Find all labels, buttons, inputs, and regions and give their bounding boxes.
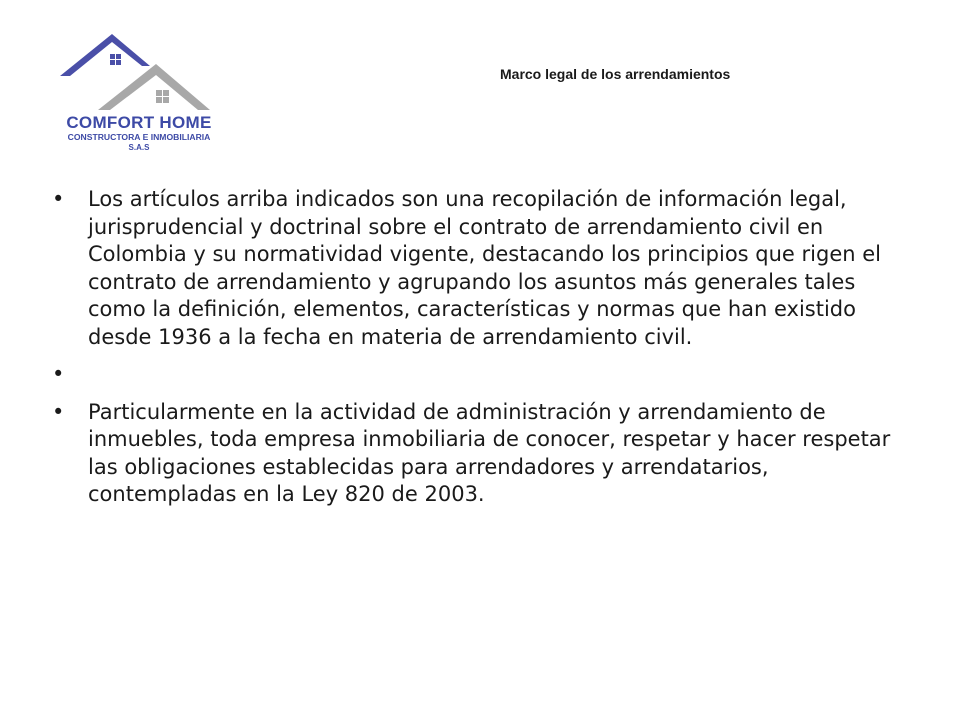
blue-roof — [60, 34, 150, 76]
bullet-list — [52, 186, 892, 509]
logo-brand-suffix: S.A.S — [128, 143, 150, 152]
bullet-icon: • — [52, 399, 65, 424]
bullet-item — [52, 399, 892, 509]
bullet-item — [52, 186, 892, 351]
slide-content — [52, 186, 892, 519]
company-logo — [52, 30, 232, 156]
bullet-item-empty — [52, 361, 892, 389]
slide-title: Marco legal de los arrendamientos — [500, 66, 731, 82]
logo-brand-subtitle: CONSTRUCTORA E INMOBILIARIA — [67, 132, 211, 142]
logo-house-icon — [52, 30, 232, 156]
bullet-text: Los artículos arriba indicados son una recopilación de información legal, jurisprudencial y doctrinal sobre el contrato de arrendamiento civil en Colombia y su normatividad vigente, destacando los principios que rigen el contrato de arrendamiento y agrupando los asuntos más generales tales como la definición, elementos, características y normas que han existido desde 1936 a la fecha en materia de arrendamiento civil. — [88, 187, 881, 349]
logo-brand-name: COMFORT HOME — [66, 113, 212, 132]
bullet-text: Particularmente en la actividad de administración y arrendamiento de inmuebles, toda empresa inmobiliaria de conocer, respetar y hacer respetar las obligaciones establecidas para arrendadores y arrendatarios, contempladas en la Ley 820 de 2003. — [88, 399, 891, 506]
bullet-icon: • — [52, 187, 65, 211]
bullet-icon: • — [52, 362, 65, 386]
gray-roof — [98, 64, 210, 110]
